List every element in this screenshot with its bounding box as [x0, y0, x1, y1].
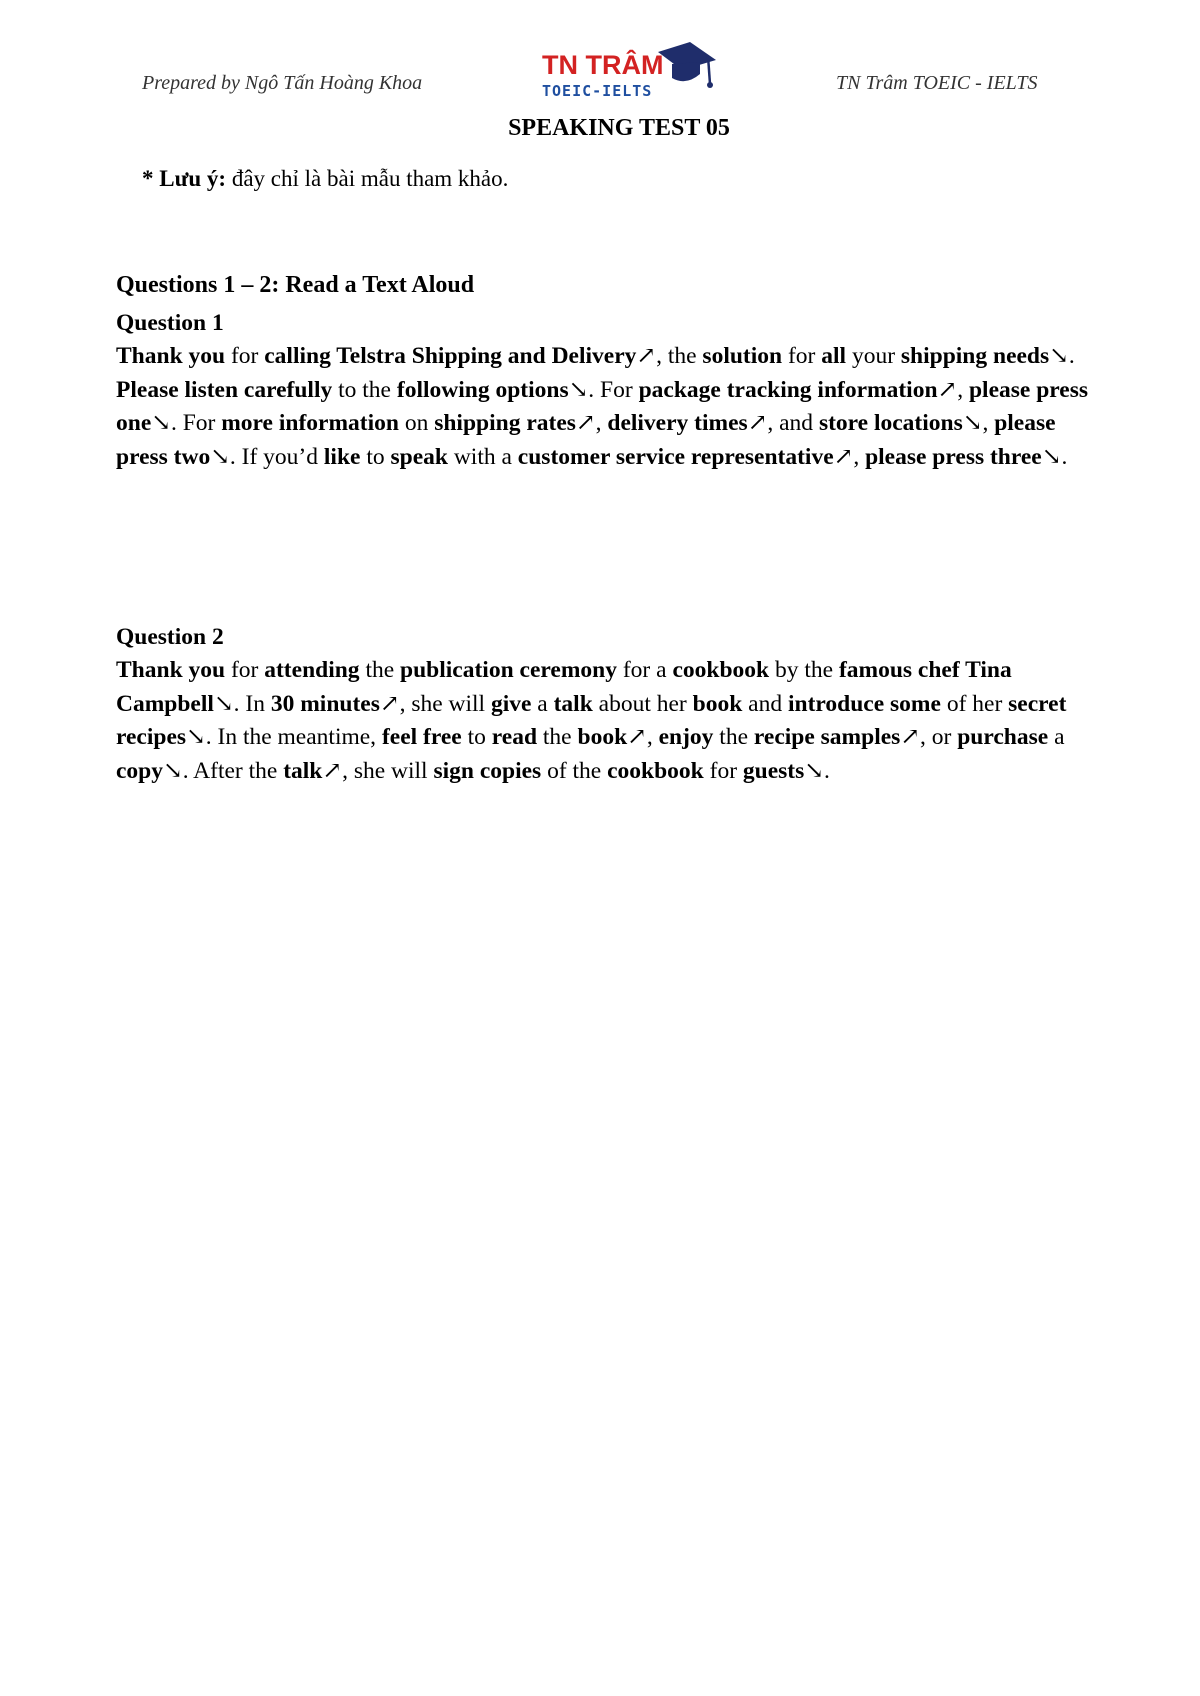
stressed-word: purchase — [957, 724, 1049, 751]
stressed-word: give — [490, 690, 532, 717]
text-run: and — [742, 690, 788, 717]
text-run: ↘. In the meantime, — [186, 724, 382, 751]
text-run: the — [359, 657, 401, 683]
text-run: ↗, or — [900, 724, 958, 751]
text-run: ↘. After the — [163, 757, 284, 784]
logo-line2: TOEIC-IELTS — [542, 82, 653, 100]
text-run: ↗, — [575, 410, 608, 437]
stressed-word: read — [491, 724, 538, 751]
stressed-word: cookbook — [607, 757, 704, 784]
stressed-word: cookbook — [672, 657, 770, 683]
text-run: of her — [940, 690, 1009, 717]
stressed-word: customer service representative — [517, 443, 834, 470]
text-run: ↗, — [627, 724, 659, 751]
stressed-word: Please listen carefully — [116, 376, 333, 403]
question-2 — [116, 620, 1106, 788]
text-run: by the — [769, 657, 839, 683]
stressed-word: following options — [396, 376, 569, 403]
stressed-word: book — [692, 690, 743, 717]
text-run: ↘. — [1041, 443, 1068, 470]
text-run: ↘. For — [568, 376, 639, 403]
stressed-word: shipping needs — [900, 343, 1050, 369]
stressed-word: shipping rates — [434, 410, 576, 437]
stressed-word: book — [577, 724, 628, 751]
text-run: ↗, the — [636, 343, 703, 369]
text-run: about her — [592, 690, 693, 717]
stressed-word: all — [821, 343, 847, 369]
stressed-word: like — [323, 443, 361, 470]
text-run: ↘. In — [213, 690, 271, 717]
text-run: ↘. — [1049, 343, 1075, 369]
text-run: ↗, she will — [379, 690, 491, 717]
stressed-word: enjoy — [658, 724, 714, 751]
text-run: ↘. — [804, 757, 830, 784]
stressed-word: feel free — [381, 724, 462, 751]
header-author: Prepared by Ngô Tấn Hoàng Khoa — [142, 72, 423, 94]
text-run: for — [225, 657, 265, 683]
question-label: Question 2 — [116, 624, 224, 650]
stressed-word: sign copies — [433, 757, 542, 784]
text-run: your — [846, 343, 901, 369]
stressed-word: secret recipes — [116, 690, 1067, 751]
tn-tram-logo — [540, 38, 720, 104]
text-run: to — [360, 443, 391, 470]
stressed-word: solution — [702, 343, 783, 369]
text-run: to the — [332, 376, 397, 403]
stressed-word: delivery times — [607, 410, 748, 437]
text-run: ↘. If you’d — [210, 443, 324, 470]
text-run: for — [225, 343, 265, 369]
text-run: ↘, — [962, 410, 995, 437]
text-run: a — [1048, 724, 1065, 751]
text-run: on — [398, 410, 435, 437]
page-title: SPEAKING TEST 05 — [508, 115, 730, 141]
note — [142, 166, 508, 192]
question-text — [116, 654, 1106, 788]
stressed-word: Thank you — [116, 343, 226, 369]
stressed-word: please press three — [865, 443, 1042, 470]
question-label: Question 1 — [116, 310, 224, 336]
text-run: ↗, — [937, 376, 969, 403]
stressed-word: more information — [221, 410, 399, 437]
stressed-word: package tracking information — [638, 376, 938, 403]
header-brand: TN Trâm TOEIC - IELTS — [836, 72, 1038, 94]
note-label: * Lưu ý: — [142, 166, 227, 191]
text-run: to — [461, 724, 492, 751]
note-text: đây chỉ là bài mẫu tham khảo. — [226, 166, 509, 191]
text-run: for — [782, 343, 822, 369]
text-run: of the — [541, 757, 608, 784]
text-run: for — [703, 757, 743, 784]
graduation-cap-icon — [658, 42, 716, 88]
stressed-word: store locations — [818, 410, 963, 437]
stressed-word: please press two — [116, 410, 1056, 470]
stressed-word: famous chef Tina Campbell — [116, 657, 1012, 717]
text-run: for a — [616, 657, 673, 683]
stressed-word: Thank you — [116, 657, 226, 683]
stressed-word: calling Telstra Shipping and Delivery — [264, 343, 637, 369]
stressed-word: attending — [264, 657, 360, 683]
stressed-word: publication ceremony — [400, 657, 617, 683]
question-1 — [116, 306, 1106, 474]
section-heading: Questions 1 – 2: Read a Text Aloud — [116, 272, 475, 298]
stressed-word: speak — [390, 443, 448, 470]
text-run: ↗, and — [747, 410, 819, 437]
text-run: the — [537, 724, 578, 751]
stressed-word: talk — [553, 690, 593, 717]
question-text — [116, 340, 1106, 474]
stressed-word: talk — [283, 757, 323, 784]
logo-line1: TN TRÂM — [542, 50, 664, 80]
stressed-word: recipe samples — [753, 724, 901, 751]
text-run: with a — [447, 443, 518, 470]
stressed-word: copy — [116, 757, 163, 784]
text-run: the — [713, 724, 754, 751]
text-run: ↗, she will — [322, 757, 434, 784]
stressed-word: 30 minutes — [270, 690, 380, 717]
stressed-word: please press one — [116, 376, 1089, 437]
stressed-word: introduce some — [787, 690, 941, 717]
text-run: ↗, — [833, 443, 866, 470]
stressed-word: guests — [742, 757, 805, 784]
text-run: ↘. For — [151, 410, 222, 437]
text-run: a — [531, 690, 554, 717]
